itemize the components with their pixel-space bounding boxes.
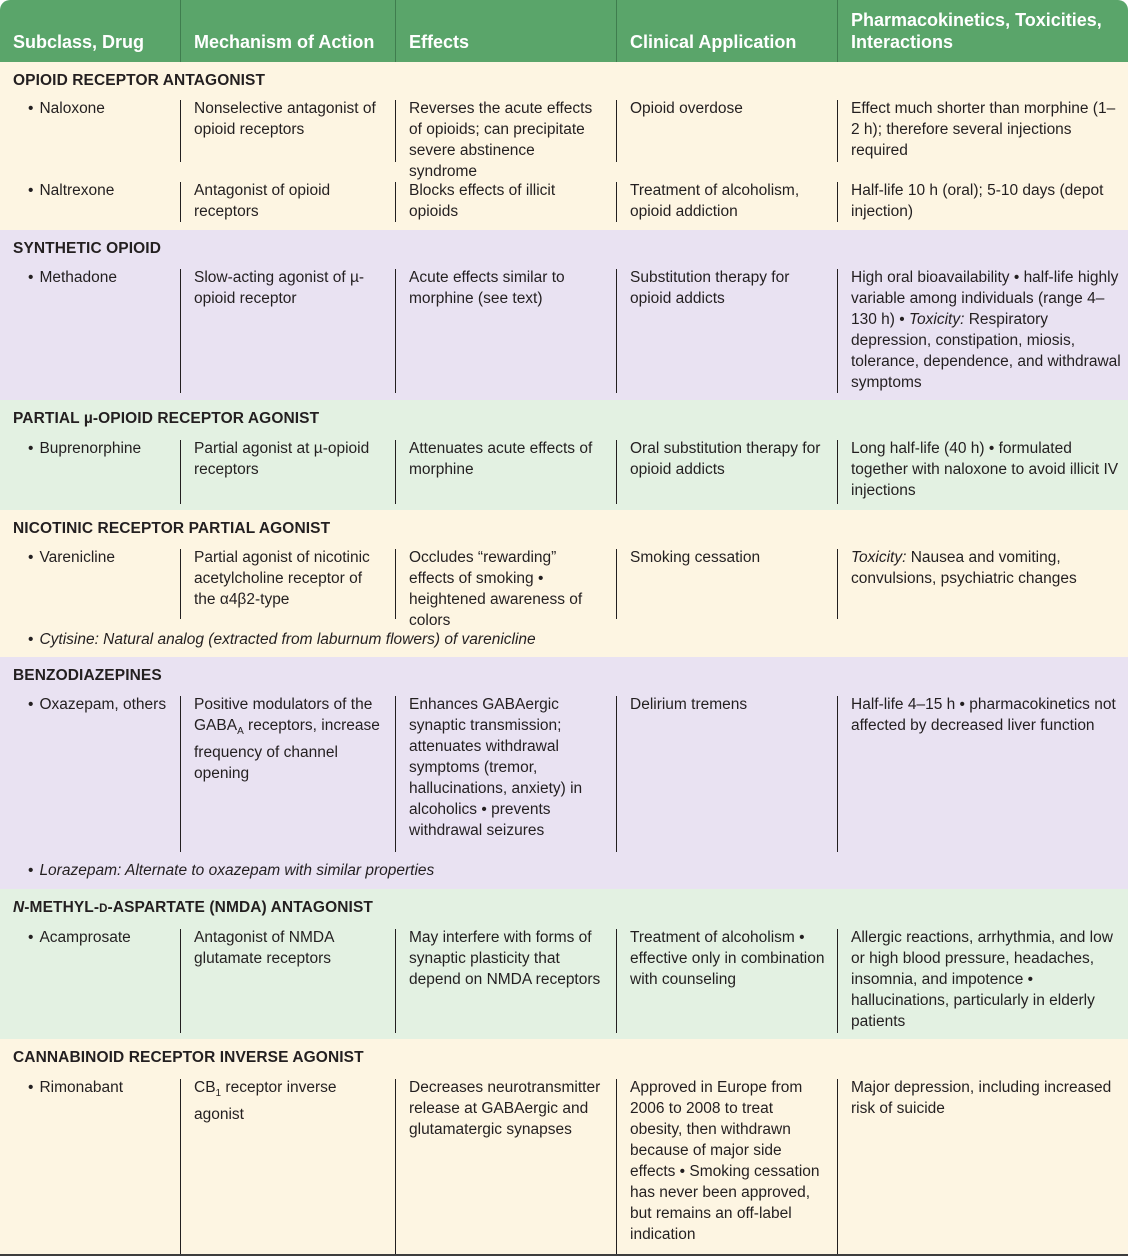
effects-cell: Reverses the acute effects of opioids; can precipitate severe abstinence syndrome [409, 100, 593, 180]
mechanism-cell: Nonselective antagonist of opioid receptors [194, 100, 376, 138]
section-note: • Lorazepam: Alternate to oxazepam with similar properties [28, 862, 435, 879]
section-synthetic-opioid [0, 230, 1128, 402]
clinical-cell: Approved in Europe from 2006 to 2008 to treat obesity, then withdrawn because of major side effects • Smoking cessation has never been approved, but remains an off-label indication [630, 1079, 820, 1243]
header-subclass-drug: Subclass, Drug [13, 32, 145, 52]
pk-cell: Long half-life (40 h) • formulated together with naloxone to avoid illicit IV injections [851, 440, 1119, 499]
drug-name: • Methadone [28, 269, 117, 286]
pk-cell: High oral bioavailability • half-life highly variable among individuals (range 4–130 h) • Toxicity: Respiratory depression, constipation, miosis, tolerance, dependence, and withdrawal symptoms [851, 269, 1121, 391]
header-effects: Effects [409, 32, 470, 52]
mechanism-cell: Slow-acting agonist of µ-opioid receptor [194, 269, 365, 307]
section-opioid-antagonist [0, 62, 1128, 232]
drug-name: • Rimonabant [28, 1079, 124, 1096]
clinical-cell: Treatment of alcoholism • effective only in combination with counseling [630, 929, 825, 988]
effects-cell: Enhances GABAergic synaptic transmission; attenuates withdrawal symptoms (tremor, hallucinations, anxiety) in alcoholics • prevents withdrawal seizures [409, 696, 583, 839]
mechanism-cell: Antagonist of NMDA glutamate receptors [194, 929, 334, 967]
clinical-cell: Smoking cessation [630, 549, 761, 566]
drug-name: • Naltrexone [28, 182, 115, 199]
section-title: BENZODIAZEPINES [13, 667, 162, 684]
effects-cell: Decreases neurotransmitter release at GABAergic and glutamatergic synapses [409, 1079, 601, 1138]
section-title: SYNTHETIC OPIOID [13, 240, 162, 257]
header-clinical: Clinical Application [630, 32, 797, 52]
section-nmda-antagonist [0, 889, 1128, 1041]
effects-cell: Attenuates acute effects of morphine [409, 440, 593, 478]
section-partial-mu-agonist [0, 400, 1128, 512]
clinical-cell: Oral substitution therapy for opioid addicts [630, 440, 821, 478]
drug-name: • Naloxone [28, 100, 105, 117]
mechanism-cell: Partial agonist at µ-opioid receptors [194, 440, 370, 478]
header-pk: Pharmacokinetics, Toxicities, Interactions [851, 10, 1102, 52]
table-header [0, 0, 1128, 62]
drug-name: • Oxazepam, others [28, 696, 167, 713]
clinical-cell: Delirium tremens [630, 696, 748, 713]
effects-cell: Blocks effects of illicit opioids [409, 182, 556, 220]
clinical-cell: Treatment of alcoholism, opioid addiction [630, 182, 800, 220]
pk-cell: Allergic reactions, arrhythmia, and low or high blood pressure, headaches, insomnia, and impotence • hallucinations, particularly in elderly patients [851, 929, 1113, 1030]
effects-cell: Occludes “rewarding” effects of smoking • heightened awareness of colors [409, 549, 583, 629]
section-note: • Cytisine: Natural analog (extracted from laburnum flowers) of varenicline [28, 631, 536, 648]
mechanism-cell: Antagonist of opioid receptors [194, 182, 331, 220]
effects-cell: Acute effects similar to morphine (see text) [409, 269, 565, 307]
drug-name: • Varenicline [28, 549, 115, 566]
section-title: N-METHYL-D-ASPARTATE (NMDA) ANTAGONIST [13, 899, 373, 916]
section-title: PARTIAL µ-OPIOID RECEPTOR AGONIST [13, 410, 320, 427]
section-nicotinic-partial-agonist [0, 510, 1128, 659]
section-title: NICOTINIC RECEPTOR PARTIAL AGONIST [13, 520, 331, 537]
section-benzodiazepines [0, 657, 1128, 891]
clinical-cell: Opioid overdose [630, 100, 743, 117]
pk-cell: Toxicity: Nausea and vomiting, convulsions, psychiatric changes [851, 549, 1077, 587]
header-mechanism: Mechanism of Action [194, 32, 375, 52]
mechanism-cell: Partial agonist of nicotinic acetylcholine receptor of the α4β2-type [194, 549, 370, 608]
drug-name: • Acamprosate [28, 929, 131, 946]
section-title: OPIOID RECEPTOR ANTAGONIST [13, 72, 266, 89]
drug-name: • Buprenorphine [28, 440, 142, 457]
section-cannabinoid-inverse-agonist [0, 1039, 1128, 1254]
section-title: CANNABINOID RECEPTOR INVERSE AGONIST [13, 1049, 364, 1066]
pk-cell: Half-life 10 h (oral); 5-10 days (depot injection) [851, 182, 1104, 220]
pk-cell: Half-life 4–15 h • pharmacokinetics not affected by decreased liver function [851, 696, 1116, 734]
pk-cell: Effect much shorter than morphine (1–2 h); therefore several injections required [851, 100, 1116, 159]
pk-cell: Major depression, including increased risk of suicide [851, 1079, 1112, 1117]
mechanism-cell: Positive modulators of the $GABA_A$ receptors, increase frequency of channel opening [194, 696, 380, 783]
mechanism-cell: $CB_1$ receptor inverse agonist [194, 1079, 337, 1124]
clinical-cell: Substitution therapy for opioid addicts [630, 269, 790, 307]
effects-cell: May interfere with forms of synaptic plasticity that depend on NMDA receptors [409, 929, 601, 988]
